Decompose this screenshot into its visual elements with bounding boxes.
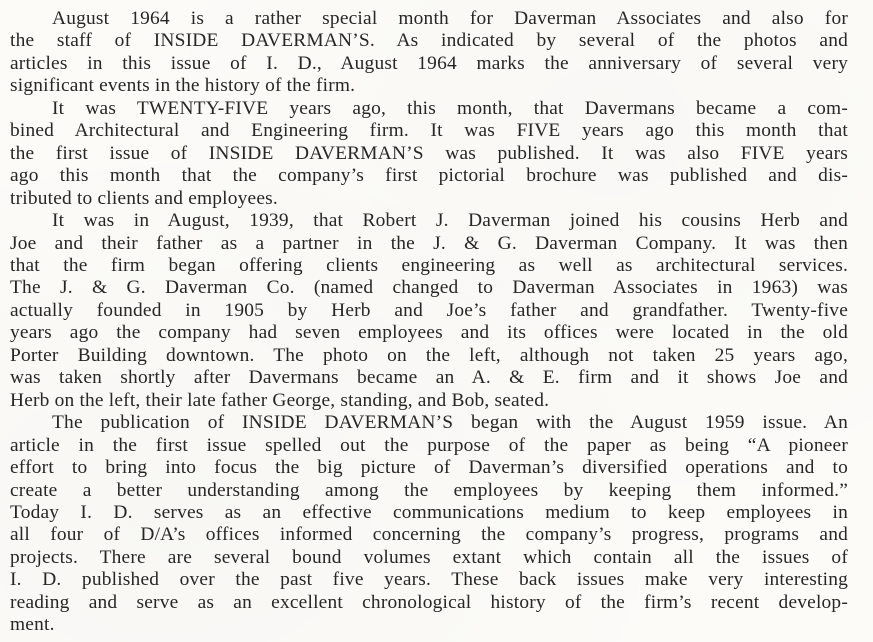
- text-line: The publication of INSIDE DAVERMAN’S began with the August 1959 issue. An: [52, 412, 848, 434]
- text-line: I. D. published over the past five years. These back issues make very interesting: [10, 569, 848, 591]
- text-line: projects. There are several bound volumes extant which contain all the issues of: [10, 546, 848, 568]
- text-line: reading and serve as an excellent chronological history of the firm’s recent develop-: [10, 591, 848, 613]
- text-line: Herb on the left, their late father George, standing, and Bob, seated.: [10, 389, 550, 411]
- text-line: It was TWENTY-FIVE years ago, this month, that Davermans became a com-: [52, 97, 848, 119]
- text-line: that the firm began offering clients engineering as well as architectural services.: [10, 254, 848, 276]
- text-line: It was in August, 1939, that Robert J. Daverman joined his cousins Herb and: [52, 210, 848, 232]
- paragraph: [10, 412, 848, 637]
- text-line: Joe and their father as a partner in the J. & G. Daverman Company. It was then: [10, 232, 848, 254]
- text-line: Porter Building downtown. The photo on the left, although not taken 25 years ago,: [10, 344, 848, 366]
- text-line: was taken shortly after Davermans became an A. & E. firm and it shows Joe and: [10, 367, 848, 389]
- text-line: the staff of INSIDE DAVERMAN’S. As indicated by several of the photos and: [10, 30, 848, 52]
- text-line: article in the first issue spelled out the purpose of the paper as being “A pioneer: [10, 434, 848, 456]
- paragraph: [10, 98, 848, 210]
- text-line: all four of D/A’s offices informed concerning the company’s progress, programs and: [10, 524, 848, 546]
- text-line: ment.: [10, 614, 55, 636]
- paragraph: [10, 8, 848, 98]
- text-line: actually founded in 1905 by Herb and Joe’s father and grandfather. Twenty-five: [10, 299, 848, 321]
- text-line: The J. & G. Daverman Co. (named changed to Daverman Associates in 1963) was: [10, 277, 848, 299]
- text-line: effort to bring into focus the big picture of Daverman’s diversified operations and to: [10, 457, 848, 479]
- text-line: significant events in the history of the firm.: [10, 75, 356, 97]
- text-line: create a better understanding among the employees by keeping them informed.”: [10, 479, 848, 501]
- text-line: August 1964 is a rather special month for Daverman Associates and also for: [52, 8, 848, 29]
- text-line: ago this month that the company’s first pictorial brochure was published and dis-: [10, 165, 848, 187]
- paragraph: [10, 210, 848, 412]
- text-line: Today I. D. serves as an effective communications medium to keep employees in: [10, 501, 848, 523]
- text-line: years ago the company had seven employees and its offices were located in the old: [10, 322, 848, 344]
- text-line: articles in this issue of I. D., August 1964 marks the anniversary of several very: [10, 52, 848, 74]
- text-line: tributed to clients and employees.: [10, 187, 278, 209]
- text-line: bined Architectural and Engineering firm. It was FIVE years ago this month that: [10, 120, 848, 142]
- text-line: the first issue of INSIDE DAVERMAN’S was published. It was also FIVE years: [10, 142, 848, 164]
